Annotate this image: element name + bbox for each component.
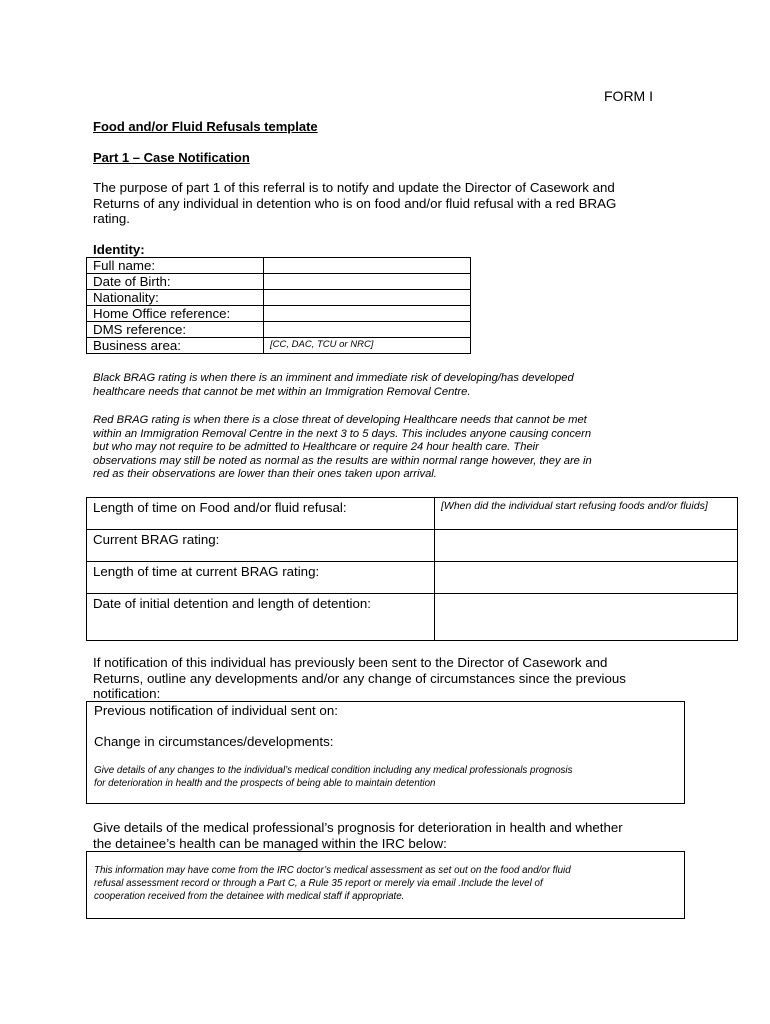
date-of-birth-field[interactable]: [264, 274, 471, 290]
brag-duration-field[interactable]: [435, 562, 738, 594]
note-line: refusal assessment record or through a Part C, a Rule 35 report or merely via email .Include the level of: [94, 878, 543, 889]
identity-label: Business area:: [87, 338, 264, 354]
identity-row: [87, 322, 471, 338]
previous-notification-line: Returns, outline any developments and/or any change of circumstances since the previous: [93, 670, 626, 686]
note-line: for deterioration in health and the prospects of being able to maintain detention: [94, 778, 436, 789]
black-brag-definition: [93, 372, 693, 399]
refusal-length-label: Length of time on Food and/or fluid refusal:: [87, 498, 435, 530]
identity-label: Home Office reference:: [87, 306, 264, 322]
black-brag-line: Black BRAG rating is when there is an imminent and immediate risk of developing/has developed: [93, 372, 574, 384]
identity-row: [87, 338, 471, 354]
change-circumstances-note: [94, 764, 684, 790]
prognosis-paragraph: [93, 820, 693, 851]
refusal-length-field[interactable]: [When did the individual start refusing foods and/or fluids]: [435, 498, 738, 530]
business-area-field[interactable]: [CC, DAC, TCU or NRC]: [264, 338, 471, 354]
document-title: Food and/or Fluid Refusals template: [93, 119, 318, 134]
intro-line: Returns of any individual in detention who is on food and/or fluid refusal with a red BRAG: [93, 195, 617, 211]
refusal-row: [87, 530, 738, 562]
identity-row: [87, 306, 471, 322]
identity-row: [87, 274, 471, 290]
identity-label: Full name:: [87, 258, 264, 274]
intro-line: The purpose of part 1 of this referral is to notify and update the Director of Casework and: [93, 180, 615, 195]
detention-date-label: Date of initial detention and length of detention:: [87, 594, 435, 641]
red-brag-line: observations may still be noted as normal as the results are within normal range however, they are in: [93, 454, 592, 467]
prognosis-line: Give details of the medical professional’s prognosis for deterioration in health and whether: [93, 820, 623, 835]
detention-date-field[interactable]: [435, 594, 738, 641]
black-brag-line: healthcare needs that cannot be met within an Immigration Removal Centre.: [93, 385, 471, 398]
refusal-row: [87, 562, 738, 594]
part1-heading: Part 1 – Case Notification: [93, 150, 250, 165]
previous-notification-line: If notification of this individual has previously been sent to the Director of Casework and: [93, 655, 608, 670]
red-brag-definition: [93, 414, 693, 482]
previous-notification-sent-label: Previous notification of individual sent on:: [94, 703, 338, 718]
current-brag-label: Current BRAG rating:: [87, 530, 435, 562]
full-name-field[interactable]: [264, 258, 471, 274]
nationality-field[interactable]: [264, 290, 471, 306]
previous-notification-box[interactable]: [86, 701, 685, 804]
intro-paragraph: [93, 180, 693, 227]
previous-notification-paragraph: [93, 655, 693, 702]
current-brag-field[interactable]: [435, 530, 738, 562]
note-line: This information may have come from the IRC doctor’s medical assessment as set out on the food and/or fluid: [94, 865, 571, 876]
refusal-row: [87, 498, 738, 530]
note-line: cooperation received from the detainee with medical staff if appropriate.: [94, 891, 405, 902]
home-office-reference-field[interactable]: [264, 306, 471, 322]
change-circumstances-label: Change in circumstances/developments:: [94, 734, 334, 749]
form-label: FORM I: [604, 88, 653, 104]
identity-table: [86, 257, 471, 354]
red-brag-line: within an Immigration Removal Centre in the next 3 to 5 days. This includes anyone causing concern: [93, 427, 592, 440]
intro-line: rating.: [93, 211, 130, 226]
identity-label: Nationality:: [87, 290, 264, 306]
prognosis-line: the detainee’s health can be managed within the IRC below:: [93, 835, 447, 851]
identity-row: [87, 290, 471, 306]
prognosis-note: [94, 864, 684, 903]
red-brag-line: Red BRAG rating is when there is a close threat of developing Healthcare needs that cannot be met: [93, 414, 587, 426]
identity-heading: Identity:: [93, 242, 145, 257]
refusal-row: [87, 594, 738, 641]
previous-notification-line: notification:: [93, 686, 161, 701]
identity-label: Date of Birth:: [87, 274, 264, 290]
dms-reference-field[interactable]: [264, 322, 471, 338]
identity-label: DMS reference:: [87, 322, 264, 338]
prognosis-box[interactable]: [86, 851, 685, 919]
red-brag-line: but who may not require to be admitted to Healthcare or require 24 hour health care. Their: [93, 441, 539, 453]
brag-duration-label: Length of time at current BRAG rating:: [87, 562, 435, 594]
refusal-table: [86, 497, 738, 641]
red-brag-line: red as their observations are lower than their ones taken upon arrival.: [93, 468, 437, 480]
identity-row: [87, 258, 471, 274]
note-line: Give details of any changes to the individual’s medical condition including any medical professionals prognosis: [94, 765, 573, 776]
